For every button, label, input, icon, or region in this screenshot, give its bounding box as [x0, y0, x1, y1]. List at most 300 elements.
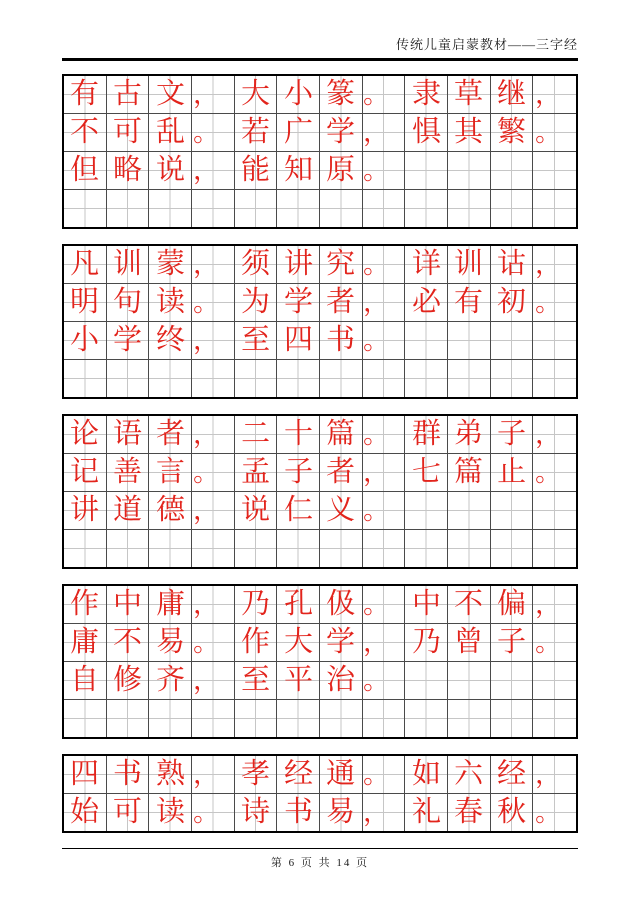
grid-cell	[235, 492, 278, 529]
grid-row	[64, 322, 576, 360]
grid-cell-empty	[491, 322, 534, 359]
grid-cell	[363, 794, 406, 831]
grid-cell-empty	[491, 662, 534, 699]
grid-block	[62, 414, 578, 569]
punctuation-character: 。	[363, 79, 390, 110]
practice-character: 曾	[454, 625, 484, 659]
practice-character: 略	[112, 153, 143, 187]
practice-character: 篇	[326, 417, 356, 451]
practice-character: 必	[411, 285, 441, 319]
practice-character: 训	[112, 247, 143, 281]
practice-character: 孟	[240, 455, 271, 489]
practice-character: 学	[326, 625, 356, 659]
practice-character: 十	[283, 417, 313, 451]
grid-cell	[277, 114, 320, 151]
grid-cell	[320, 114, 363, 151]
practice-character: 广	[283, 115, 313, 149]
practice-character: 终	[155, 323, 185, 357]
grid-cell-empty	[405, 492, 448, 529]
grid-cell-empty	[149, 700, 192, 737]
grid-cell	[277, 492, 320, 529]
practice-character: 齐	[155, 663, 185, 697]
practice-character: 弟	[454, 417, 484, 451]
grid-cell	[277, 624, 320, 661]
grid-cell	[192, 246, 235, 283]
grid-cell	[235, 756, 278, 793]
grid-cell-empty	[277, 360, 320, 397]
practice-character: 可	[112, 115, 143, 149]
grid-cell-empty	[320, 530, 363, 567]
grid-cell	[491, 114, 534, 151]
grid-cell	[64, 756, 107, 793]
practice-character: 子	[496, 417, 527, 451]
grid-cell	[533, 76, 576, 113]
grid-cell	[405, 76, 448, 113]
grid-row	[64, 756, 576, 794]
grid-cell-empty	[363, 530, 406, 567]
practice-character: 学	[326, 115, 356, 149]
grid-cell	[192, 284, 235, 321]
punctuation-character: 。	[192, 457, 219, 488]
grid-row	[64, 190, 576, 227]
grid-cell-empty	[533, 700, 576, 737]
grid-cell	[192, 794, 235, 831]
practice-character: 如	[411, 757, 441, 791]
punctuation-character: 。	[534, 797, 561, 828]
grid-cell-empty	[448, 190, 491, 227]
practice-character: 学	[112, 323, 143, 357]
practice-character: 初	[496, 285, 527, 319]
punctuation-character: ，	[534, 249, 561, 280]
grid-cell	[405, 624, 448, 661]
grid-cell	[149, 662, 192, 699]
grid-row	[64, 360, 576, 397]
grid-cell	[64, 284, 107, 321]
punctuation-character: 。	[534, 457, 561, 488]
practice-character: 读	[155, 795, 185, 829]
grid-cell-empty	[448, 492, 491, 529]
grid-cell	[363, 756, 406, 793]
grid-cell	[192, 76, 235, 113]
grid-row	[64, 624, 576, 662]
grid-cell	[277, 284, 320, 321]
grid-cell-empty	[448, 360, 491, 397]
practice-character: 止	[496, 455, 527, 489]
grid-cell	[405, 246, 448, 283]
grid-cell-empty	[277, 700, 320, 737]
grid-cell	[235, 794, 278, 831]
practice-character: 若	[240, 115, 271, 149]
grid-block	[62, 754, 578, 833]
punctuation-character: ，	[363, 457, 390, 488]
practice-character: 书	[283, 795, 313, 829]
practice-character: 说	[155, 153, 185, 187]
grid-cell	[235, 76, 278, 113]
grid-row	[64, 152, 576, 190]
grid-cell-empty	[64, 530, 107, 567]
grid-cell	[149, 76, 192, 113]
practice-character: 凡	[70, 247, 100, 281]
punctuation-character: ，	[534, 759, 561, 790]
grid-cell	[320, 416, 363, 453]
grid-cell	[235, 284, 278, 321]
grid-block	[62, 584, 578, 739]
grid-cell	[448, 284, 491, 321]
grid-block	[62, 244, 578, 399]
grid-cell-empty	[405, 322, 448, 359]
grid-cell	[491, 76, 534, 113]
grid-cell	[448, 794, 491, 831]
practice-character: 小	[70, 323, 100, 357]
practice-character: 说	[240, 493, 271, 527]
grid-cell	[64, 152, 107, 189]
grid-cell-empty	[107, 190, 150, 227]
grid-cell-empty	[192, 360, 235, 397]
grid-cell-empty	[235, 530, 278, 567]
grid-cell	[363, 152, 406, 189]
practice-character: 熟	[155, 757, 185, 791]
grid-cell-empty	[149, 360, 192, 397]
grid-cell	[107, 284, 150, 321]
grid-cell-empty	[448, 152, 491, 189]
punctuation-character: 。	[192, 797, 219, 828]
grid-cell	[235, 246, 278, 283]
practice-character: 春	[454, 795, 484, 829]
grid-row	[64, 662, 576, 700]
grid-row	[64, 530, 576, 567]
grid-cell	[277, 416, 320, 453]
practice-character: 草	[454, 77, 484, 111]
punctuation-character: 。	[534, 627, 561, 658]
grid-cell	[533, 246, 576, 283]
punctuation-character: ，	[192, 79, 219, 110]
grid-cell	[320, 492, 363, 529]
grid-row	[64, 76, 576, 114]
grid-cell	[533, 284, 576, 321]
grid-cell-empty	[405, 530, 448, 567]
grid-cell	[235, 114, 278, 151]
grid-cell	[192, 152, 235, 189]
punctuation-character: 。	[534, 287, 561, 318]
grid-cell	[363, 662, 406, 699]
practice-character: 不	[454, 587, 484, 621]
grid-cell	[491, 454, 534, 491]
grid-cell	[448, 756, 491, 793]
grid-cell	[277, 794, 320, 831]
practice-character: 大	[283, 625, 313, 659]
practice-character: 作	[70, 587, 100, 621]
practice-character: 作	[240, 625, 271, 659]
practice-character: 始	[70, 795, 100, 829]
grid-row	[64, 454, 576, 492]
grid-cell	[64, 454, 107, 491]
punctuation-character: ，	[192, 419, 219, 450]
grid-cell	[405, 586, 448, 623]
punctuation-character: 。	[363, 325, 390, 356]
practice-character: 子	[496, 625, 527, 659]
grid-cell	[149, 492, 192, 529]
page-indicator: 第 6 页 共 14 页	[270, 857, 370, 869]
grid-cell	[149, 322, 192, 359]
practice-character: 讲	[283, 247, 313, 281]
practice-grid	[62, 74, 578, 833]
grid-cell	[448, 586, 491, 623]
practice-character: 讲	[70, 493, 100, 527]
practice-character: 礼	[411, 795, 441, 829]
grid-cell-empty	[405, 190, 448, 227]
grid-row	[64, 416, 576, 454]
practice-character: 义	[326, 493, 356, 527]
practice-character: 书	[326, 323, 356, 357]
grid-cell	[448, 246, 491, 283]
grid-cell	[320, 662, 363, 699]
grid-cell-empty	[235, 700, 278, 737]
practice-character: 惧	[411, 115, 441, 149]
grid-cell-empty	[533, 360, 576, 397]
grid-cell	[192, 114, 235, 151]
grid-cell-empty	[149, 530, 192, 567]
grid-cell	[491, 624, 534, 661]
grid-cell	[107, 624, 150, 661]
practice-character: 大	[240, 77, 271, 111]
grid-cell	[448, 624, 491, 661]
grid-cell	[192, 756, 235, 793]
grid-cell	[235, 152, 278, 189]
grid-cell	[448, 416, 491, 453]
grid-cell	[64, 794, 107, 831]
grid-cell	[192, 454, 235, 491]
grid-cell	[192, 662, 235, 699]
grid-cell	[277, 454, 320, 491]
grid-cell	[533, 586, 576, 623]
grid-cell	[448, 454, 491, 491]
practice-character: 书	[112, 757, 143, 791]
practice-character: 者	[155, 417, 185, 451]
grid-row	[64, 492, 576, 530]
practice-character: 详	[411, 247, 441, 281]
punctuation-character: 。	[363, 495, 390, 526]
grid-cell	[277, 246, 320, 283]
grid-cell	[448, 114, 491, 151]
header-divider	[62, 58, 578, 61]
practice-character: 至	[240, 663, 271, 697]
footer-divider	[62, 848, 578, 849]
grid-cell-empty	[448, 530, 491, 567]
punctuation-character: ，	[192, 155, 219, 186]
grid-cell	[149, 284, 192, 321]
grid-cell	[149, 586, 192, 623]
practice-character: 不	[112, 625, 143, 659]
grid-cell-empty	[533, 322, 576, 359]
grid-cell-empty	[363, 700, 406, 737]
grid-cell	[107, 586, 150, 623]
grid-cell-empty	[491, 530, 534, 567]
practice-character: 中	[411, 587, 441, 621]
grid-cell	[107, 322, 150, 359]
practice-character: 四	[70, 757, 100, 791]
grid-cell-empty	[405, 662, 448, 699]
grid-cell	[491, 794, 534, 831]
grid-cell	[149, 114, 192, 151]
grid-cell	[277, 662, 320, 699]
grid-cell	[107, 152, 150, 189]
practice-character: 中	[112, 587, 143, 621]
grid-cell	[363, 492, 406, 529]
grid-cell-empty	[533, 662, 576, 699]
grid-cell	[64, 246, 107, 283]
practice-character: 古	[112, 77, 143, 111]
grid-cell	[320, 454, 363, 491]
practice-character: 为	[240, 285, 271, 319]
grid-row	[64, 114, 576, 152]
grid-row	[64, 284, 576, 322]
practice-character: 易	[155, 625, 185, 659]
grid-cell	[235, 416, 278, 453]
grid-cell	[149, 152, 192, 189]
grid-cell-empty	[235, 190, 278, 227]
grid-cell	[107, 246, 150, 283]
grid-cell	[149, 454, 192, 491]
grid-cell	[491, 246, 534, 283]
grid-cell	[533, 416, 576, 453]
punctuation-character: ，	[534, 419, 561, 450]
grid-cell	[64, 114, 107, 151]
grid-cell	[277, 586, 320, 623]
practice-character: 者	[326, 455, 356, 489]
grid-cell	[448, 76, 491, 113]
grid-cell	[320, 246, 363, 283]
practice-character: 四	[283, 323, 313, 357]
practice-character: 其	[454, 115, 484, 149]
practice-character: 乃	[411, 625, 441, 659]
practice-character: 明	[70, 285, 100, 319]
practice-character: 乱	[155, 115, 185, 149]
practice-character: 修	[112, 663, 143, 697]
grid-cell	[192, 492, 235, 529]
grid-cell	[363, 114, 406, 151]
grid-cell	[277, 756, 320, 793]
grid-cell	[533, 756, 576, 793]
grid-cell	[64, 624, 107, 661]
practice-character: 蒙	[155, 247, 185, 281]
grid-cell-empty	[192, 530, 235, 567]
grid-cell	[405, 756, 448, 793]
grid-cell	[320, 284, 363, 321]
grid-cell	[64, 492, 107, 529]
grid-cell	[363, 284, 406, 321]
grid-cell	[491, 416, 534, 453]
practice-character: 至	[240, 323, 271, 357]
grid-cell-empty	[491, 700, 534, 737]
practice-character: 群	[411, 417, 441, 451]
punctuation-character: 。	[192, 287, 219, 318]
grid-cell	[107, 756, 150, 793]
grid-cell	[533, 454, 576, 491]
punctuation-character: 。	[363, 249, 390, 280]
practice-character: 七	[411, 455, 441, 489]
grid-cell-empty	[64, 700, 107, 737]
grid-cell-empty	[320, 700, 363, 737]
practice-character: 学	[283, 285, 313, 319]
practice-character: 但	[70, 153, 100, 187]
grid-cell	[64, 322, 107, 359]
practice-character: 小	[283, 77, 313, 111]
grid-cell-empty	[320, 190, 363, 227]
punctuation-character: 。	[534, 117, 561, 148]
grid-cell	[107, 76, 150, 113]
grid-cell-empty	[533, 152, 576, 189]
practice-character: 可	[112, 795, 143, 829]
grid-cell	[107, 492, 150, 529]
grid-cell	[533, 624, 576, 661]
practice-character: 仁	[283, 493, 313, 527]
practice-character: 庸	[155, 587, 185, 621]
grid-cell	[320, 152, 363, 189]
grid-row	[64, 700, 576, 737]
grid-cell-empty	[192, 700, 235, 737]
grid-cell	[320, 794, 363, 831]
grid-cell	[363, 586, 406, 623]
practice-character: 伋	[326, 587, 356, 621]
grid-row	[64, 586, 576, 624]
grid-block	[62, 74, 578, 229]
punctuation-character: ，	[192, 759, 219, 790]
punctuation-character: 。	[363, 419, 390, 450]
grid-cell	[235, 454, 278, 491]
practice-character: 训	[454, 247, 484, 281]
page-title: 传统儿童启蒙教材——三字经	[395, 37, 578, 52]
practice-character: 知	[283, 153, 313, 187]
practice-character: 句	[112, 285, 143, 319]
practice-character: 语	[112, 417, 143, 451]
practice-character: 德	[155, 493, 185, 527]
grid-cell	[235, 662, 278, 699]
practice-character: 诂	[496, 247, 527, 281]
grid-cell	[277, 152, 320, 189]
grid-cell	[107, 662, 150, 699]
grid-row	[64, 246, 576, 284]
practice-character: 继	[496, 77, 527, 111]
grid-cell-empty	[363, 190, 406, 227]
grid-cell	[149, 794, 192, 831]
grid-cell	[405, 416, 448, 453]
punctuation-character: ，	[192, 325, 219, 356]
practice-character: 孝	[240, 757, 271, 791]
grid-cell-empty	[405, 700, 448, 737]
grid-cell	[405, 114, 448, 151]
practice-character: 子	[283, 455, 313, 489]
grid-cell	[491, 284, 534, 321]
grid-cell	[192, 624, 235, 661]
grid-cell-empty	[491, 360, 534, 397]
punctuation-character: 。	[363, 589, 390, 620]
punctuation-character: ，	[192, 249, 219, 280]
practice-character: 平	[283, 663, 313, 697]
grid-cell-empty	[277, 530, 320, 567]
grid-cell	[149, 246, 192, 283]
grid-cell	[64, 416, 107, 453]
practice-character: 隶	[411, 77, 441, 111]
grid-cell-empty	[107, 700, 150, 737]
practice-character: 有	[454, 285, 484, 319]
grid-cell-empty	[491, 152, 534, 189]
practice-character: 乃	[240, 587, 271, 621]
grid-cell-empty	[405, 152, 448, 189]
practice-character: 原	[326, 153, 356, 187]
practice-character: 究	[326, 247, 356, 281]
grid-cell	[64, 586, 107, 623]
grid-cell	[320, 322, 363, 359]
